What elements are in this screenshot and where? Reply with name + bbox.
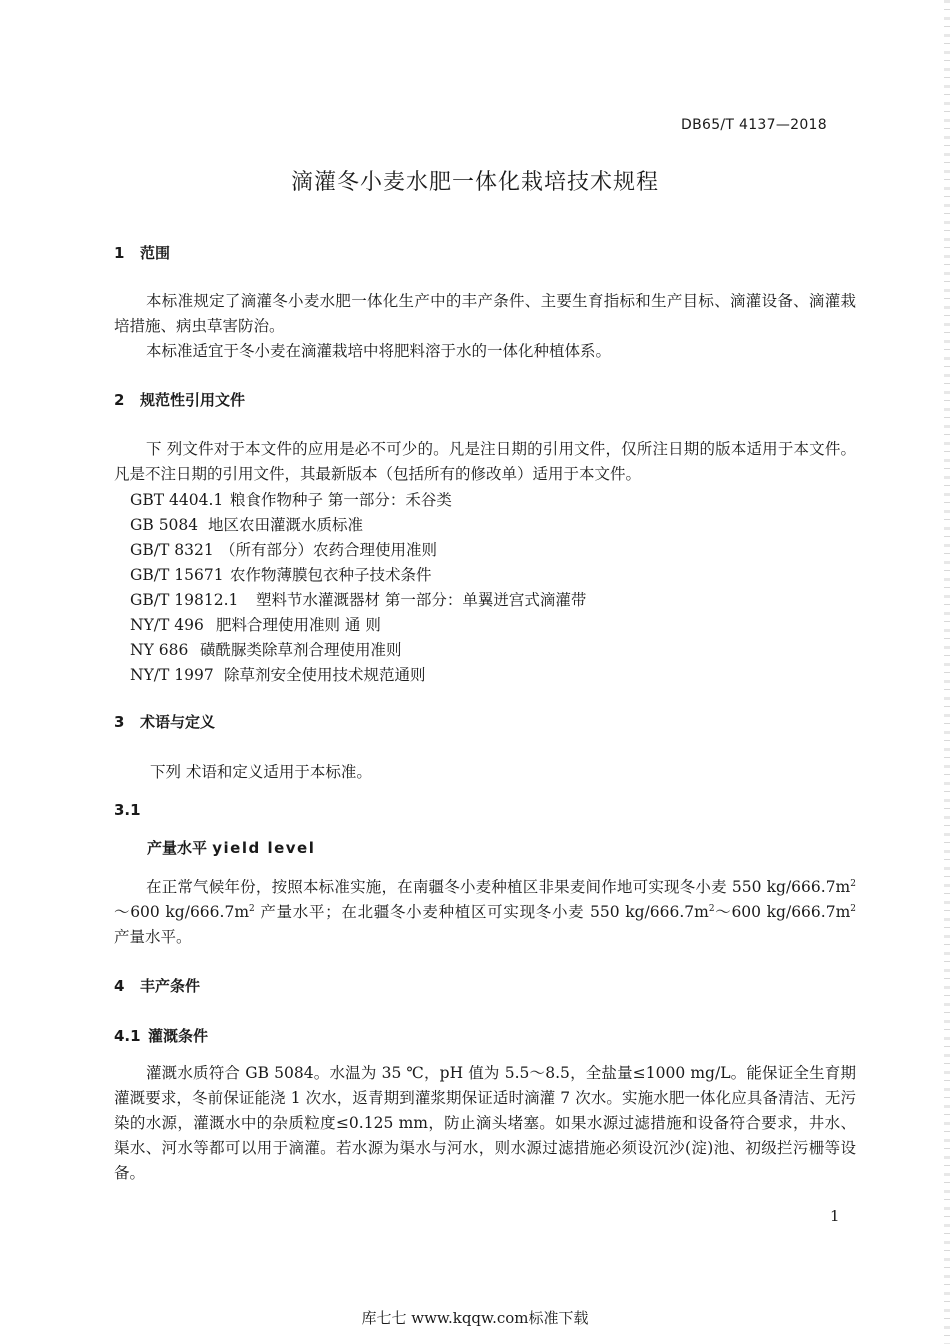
definition-text: 产量水平；在北疆冬小麦种植区可实现冬小麦 550 kg/666.7m [254, 903, 709, 921]
reference-item [130, 488, 452, 510]
reference-item [130, 588, 586, 610]
standard-code: DB65/T 4137—2018 [681, 117, 827, 133]
reference-name: （所有部分）农药合理使用准则 [220, 541, 438, 559]
section-number: 1 [114, 244, 125, 262]
reference-code: GB/T 15671 [130, 566, 224, 584]
reference-name: 塑料节水灌溉器材 第一部分：单翼迸宫式滴灌带 [256, 591, 587, 609]
superscript: 2 [249, 903, 255, 914]
footer-watermark: 库七七 www.kqqw.com标准下载 [361, 1309, 589, 1327]
superscript: 2 [708, 903, 715, 914]
section-title: 丰产条件 [140, 977, 201, 995]
reference-name: 农作物薄膜包衣种子技术条件 [230, 566, 432, 584]
reference-item [130, 563, 432, 585]
section-4-heading [114, 975, 200, 996]
superscript: 2 [850, 878, 856, 889]
definition-text: ～600 kg/666.7m [114, 903, 250, 921]
section-1-heading [114, 242, 170, 263]
superscript: 2 [850, 903, 856, 914]
section-1-paragraph-2: 本标准适宜于冬小麦在滴灌栽培中将肥料溶于水的一体化种植体系。 [146, 342, 612, 360]
reference-name: 肥料合理使用准则 通 则 [216, 616, 381, 634]
definition-text: 在正常气候年份，按照本标准实施，在南疆冬小麦种植区非果麦间作地可实现冬小麦 550 kg/666.7m [146, 878, 851, 896]
term-definition [114, 875, 856, 950]
subsection-number: 4.1 [114, 1027, 141, 1045]
reference-code: GBT 4404.1 [130, 491, 224, 509]
page-number: 1 [830, 1207, 840, 1225]
section-1-paragraph-1: 本标准规定了滴灌冬小麦水肥一体化生产中的丰产条件、主要生育指标和生产目标、滴灌设备、滴灌栽培措施、病虫草害防治。 [114, 292, 856, 335]
definition-text: 产量水平。 [114, 928, 192, 946]
section-4-1-paragraph: 灌溉水质符合 GB 5084。水温为 35 ℃，pH 值为 5.5～8.5，全盐量≤1000 mg/L。能保证全生育期灌溉要求，冬前保证能浇 1 次水，返青期到灌浆期保证适时滴灌 7 次水。实施水肥一体化应具备清洁、无污染的水源，灌溉水中的杂质粒度≤0.125 mm，防止滴头堵塞。如果水源过滤措施和设备符合要求，井水、渠水、河水等都可以用于滴灌。若水源为渠水与河水，则水源过滤措施必须设沉沙(淀)池、初级拦污栅等设备。 [114, 1064, 856, 1182]
section-title: 范围 [140, 244, 171, 262]
reference-item [130, 513, 363, 535]
reference-code: GB/T 19812.1 [130, 591, 239, 609]
term-chinese: 产量水平 [147, 839, 208, 857]
reference-item [130, 663, 426, 685]
section-3-heading [114, 711, 215, 732]
section-number: 4 [114, 977, 125, 995]
reference-code: NY/T 496 [130, 616, 204, 634]
section-2-heading [114, 389, 245, 410]
reference-code: NY/T 1997 [130, 666, 214, 684]
subsection-title: 灌溉条件 [148, 1027, 209, 1045]
definition-text: ～600 kg/666.7m [714, 903, 851, 921]
reference-name: 粮食作物种子 第一部分：禾谷类 [230, 491, 452, 509]
reference-code: NY 686 [130, 641, 189, 659]
subsection-3-1-number: 3.1 [114, 801, 141, 819]
section-number: 3 [114, 713, 125, 731]
scan-edge-artifact [944, 0, 950, 1344]
section-2-intro: 下 列文件对于本文件的应用是必不可少的。凡是注日期的引用文件，仅所注日期的版本适用于本文件。凡是不注日期的引用文件，其最新版本（包括所有的修改单）适用于本文件。 [114, 440, 856, 483]
reference-name: 地区农田灌溉水质标准 [208, 516, 364, 534]
document-title: 滴灌冬小麦水肥一体化栽培技术规程 [290, 170, 659, 195]
reference-code: GB/T 8321 [130, 541, 214, 559]
reference-item [130, 538, 437, 560]
reference-name: 磺酰脲类除草剂合理使用准则 [200, 641, 402, 659]
term-heading [147, 837, 315, 858]
section-3-intro: 下列 术语和定义适用于本标准。 [150, 763, 372, 781]
reference-name: 除草剂安全使用技术规范通则 [224, 666, 426, 684]
reference-code: GB 5084 [130, 516, 199, 534]
term-english: yield level [212, 839, 316, 857]
section-title: 规范性引用文件 [140, 391, 246, 409]
section-title: 术语与定义 [140, 713, 216, 731]
section-number: 2 [114, 391, 125, 409]
reference-item [130, 638, 402, 660]
subsection-4-1-heading [114, 1025, 208, 1046]
reference-item [130, 613, 381, 635]
